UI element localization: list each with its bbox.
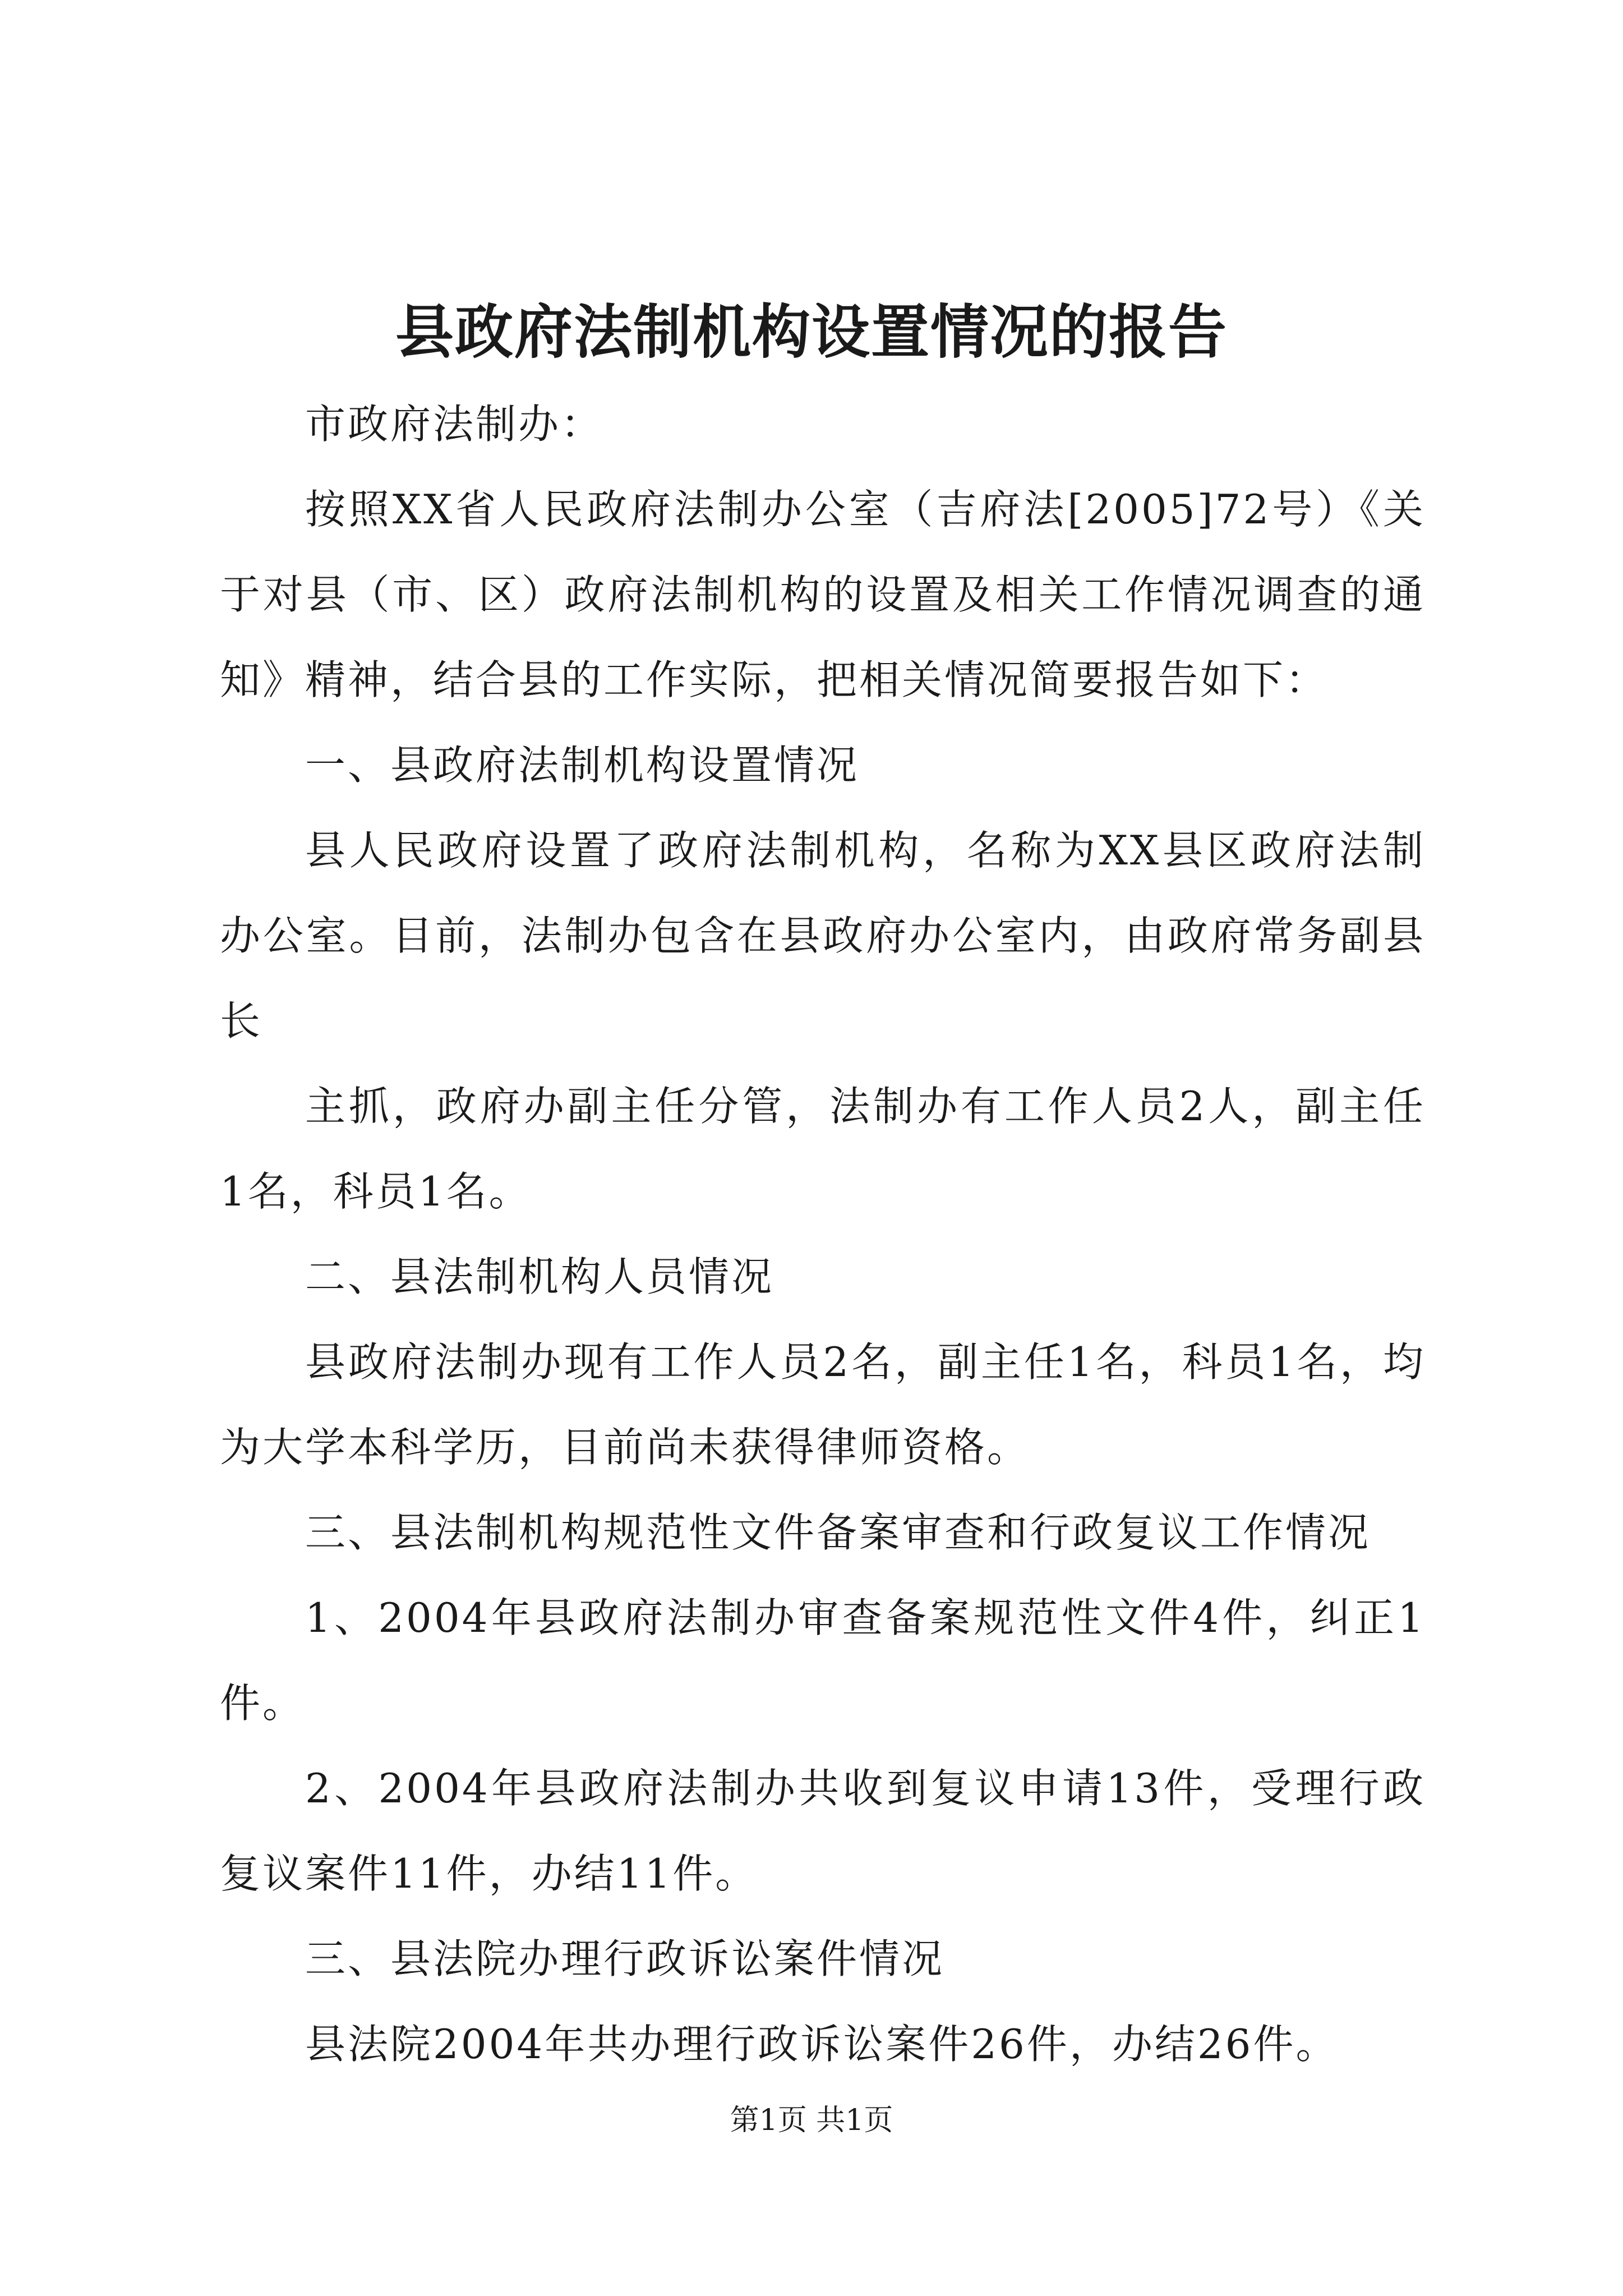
section-3-item-2: 2、2004年县政府法制办共收到复议申请13件，受理行政复议案件11件，办结11件。 <box>220 1765 1426 1897</box>
section-1-paragraph: 县人民政府设置了政府法制机构，名称为XX县区政府法制办公室。目前，法制办包含在县政府办公室内，由政府常务副县长 <box>220 827 1426 1045</box>
section-heading-4: 三、县法院办理行政诉讼案件情况 <box>305 1935 945 1982</box>
section-heading-2: 二、县法制机构人员情况 <box>305 1253 774 1300</box>
section-heading-3: 三、县法制机构规范性文件备案审查和行政复议工作情况 <box>305 1509 1371 1556</box>
section-1-paragraph-continued: 主抓，政府办副主任分管，法制办有工作人员2人，副主任1名，科员1名。 <box>220 1083 1426 1215</box>
section-2-paragraph: 县政府法制办现有工作人员2名，副主任1名，科员1名，均为大学本科学历，目前尚未获得律师资格。 <box>220 1338 1426 1471</box>
document-title: 县政府法制机构设置情况的报告 <box>395 297 1228 366</box>
document-body <box>220 381 1426 2087</box>
section-4-paragraph: 县法院2004年共办理行政诉讼案件26件，办结26件。 <box>305 2021 1339 2068</box>
section-heading-1: 一、县政府法制机构设置情况 <box>305 742 860 789</box>
page-footer: 第1页 共1页 <box>730 2104 893 2137</box>
intro-paragraph: 按照XX省人民政府法制办公室（吉府法[2005]72号）《关于对县（市、区）政府法制机构的设置及相关工作情况调查的通知》精神，结合县的工作实际，把相关情况简要报告如下： <box>220 486 1426 703</box>
salutation: 市政府法制办： <box>305 401 604 448</box>
section-3-item-1: 1、2004年县政府法制办审查备案规范性文件4件，纠正1件。 <box>220 1594 1426 1727</box>
